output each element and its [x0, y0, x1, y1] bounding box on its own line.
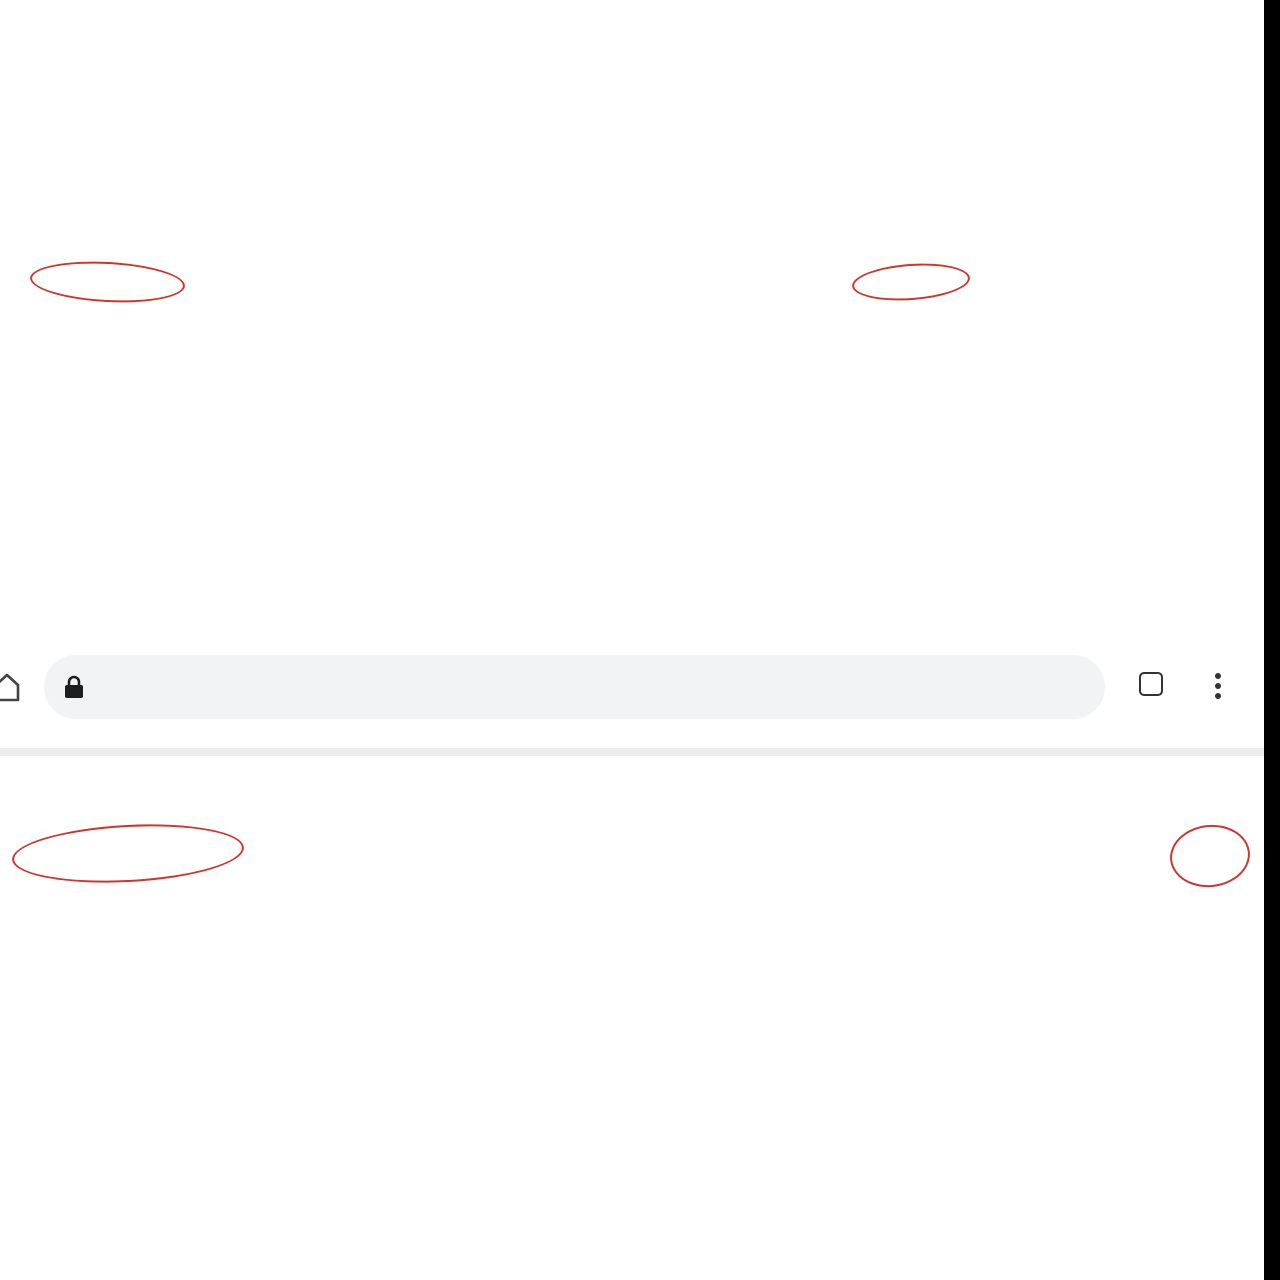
annotation-circle [1167, 821, 1253, 891]
annotation-circle [851, 260, 971, 304]
more-vert-icon[interactable] [1210, 671, 1226, 701]
divider [0, 748, 1264, 756]
home-icon[interactable] [0, 672, 20, 702]
tabs-icon[interactable] [1139, 672, 1163, 696]
screen-edge [1264, 0, 1280, 1280]
annotation-circle [29, 258, 186, 306]
lock-icon [64, 675, 84, 699]
annotation-circle [11, 819, 246, 888]
url-field[interactable] [44, 655, 1105, 719]
browser-address-bar [0, 640, 1264, 748]
